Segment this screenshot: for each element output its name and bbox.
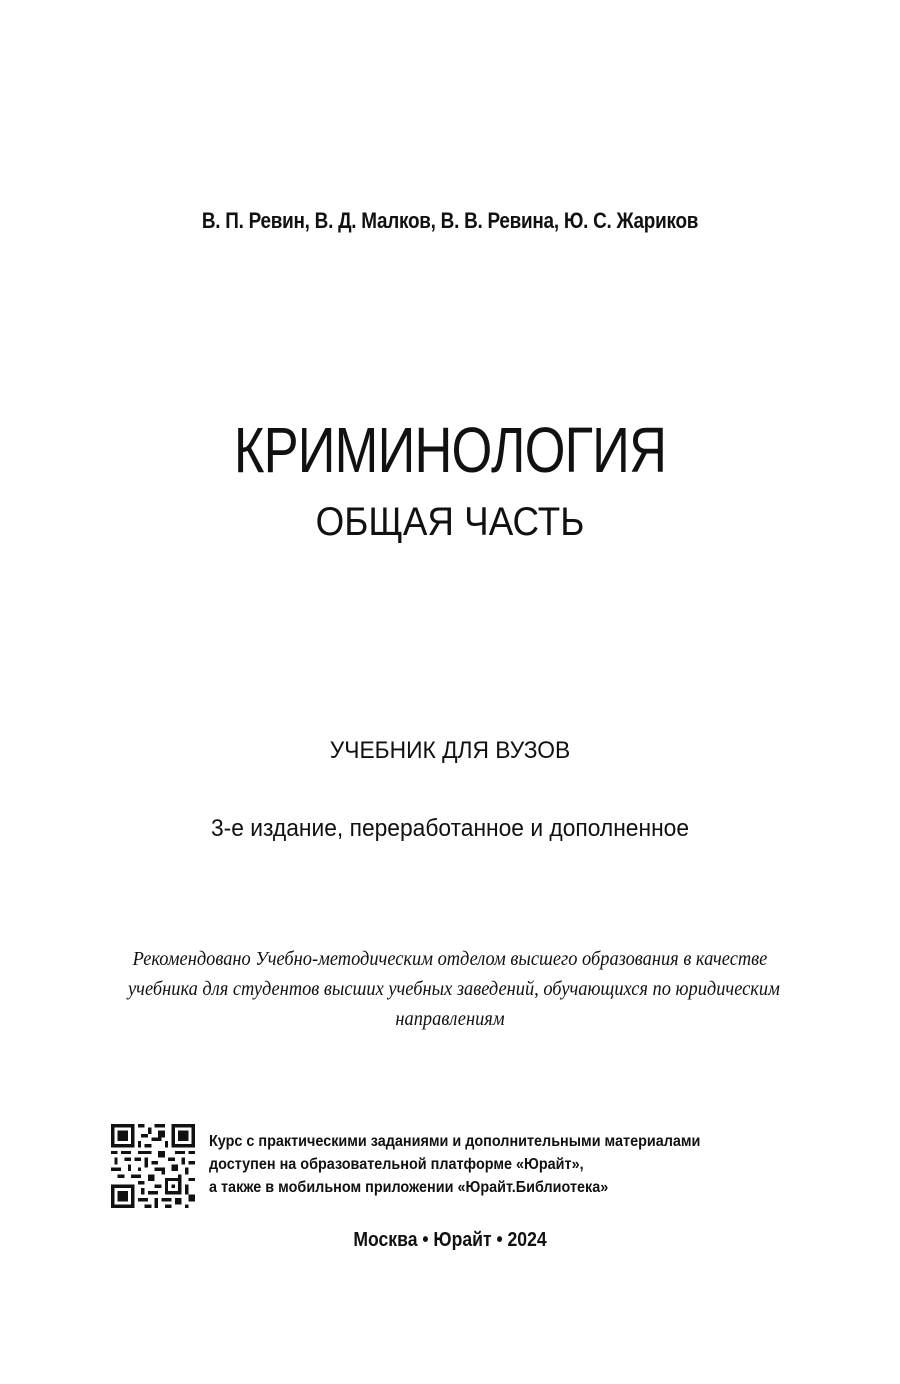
- book-title: КРИМИНОЛОГИЯ: [233, 414, 667, 486]
- document-type: УЧЕБНИК ДЛЯ ВУЗОВ: [329, 737, 571, 764]
- course-info: [209, 1130, 749, 1199]
- edition-info: 3-е издание, переработанное и дополненное: [210, 815, 690, 842]
- book-subtitle: ОБЩАЯ ЧАСТЬ: [315, 500, 585, 544]
- recommendation-line: направлениям: [395, 1008, 505, 1030]
- authors: В. П. Ревин, В. Д. Малков, В. В. Ревина, Ю. С. Жариков: [201, 208, 699, 233]
- recommendation-line: учебника для студентов высших учебных заведений, обучающихся по юридическим: [128, 978, 780, 1000]
- course-info-line: а также в мобильном приложении «Юрайт.Библиотека»: [209, 1179, 609, 1196]
- imprint: Москва • Юрайт • 2024: [353, 1229, 547, 1251]
- course-info-line: доступен на образовательной платформе «Юрайт»,: [209, 1156, 584, 1173]
- recommendation-line: Рекомендовано Учебно-методическим отделом высшего образования в качестве: [132, 948, 768, 970]
- qr-code-icon: [111, 1124, 195, 1208]
- course-info-line: Курс с практическими заданиями и дополнительными материалами: [209, 1133, 701, 1150]
- recommendation: [128, 944, 780, 1034]
